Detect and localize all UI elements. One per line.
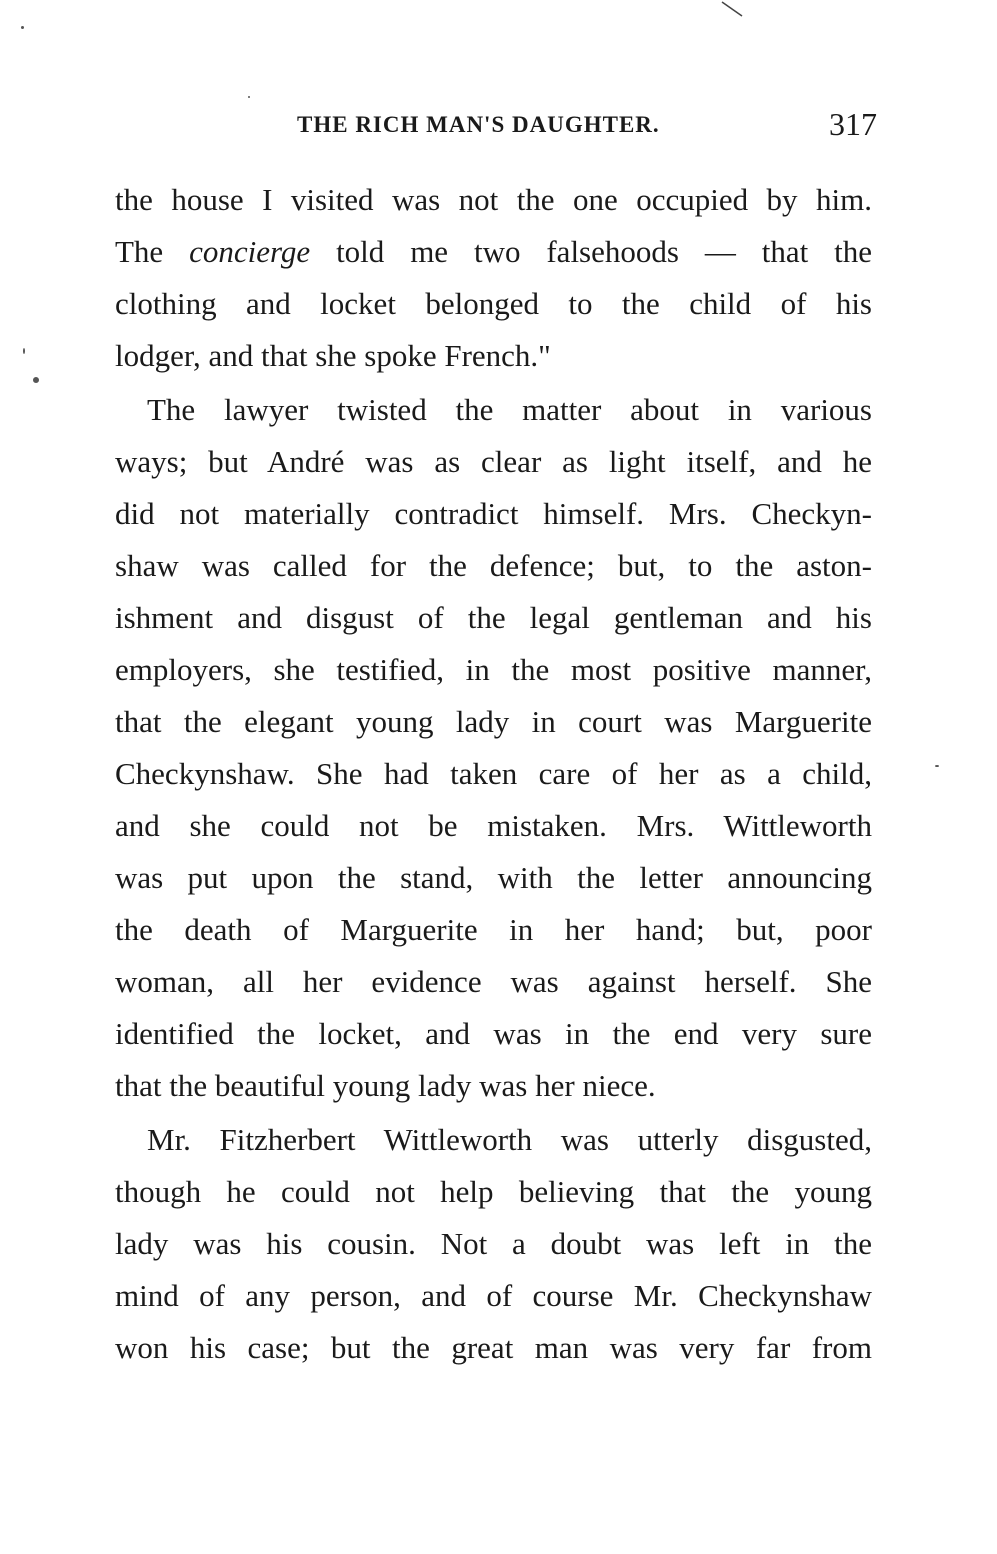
- text-line: did not materially contradict himself. Mrs. Checkyn-: [115, 496, 872, 531]
- italic-term: concierge: [189, 234, 311, 269]
- text-line: that the beautiful young lady was her niece.: [115, 1068, 656, 1103]
- text-line: ways; but André was as clear as light itself, and he: [115, 444, 872, 479]
- text-line: won his case; but the great man was very far from: [115, 1330, 872, 1365]
- text-line: the house I visited was not the one occupied by him.: [115, 182, 872, 217]
- running-head: [115, 106, 877, 146]
- running-title: THE RICH MAN'S DAUGHTER.: [297, 112, 660, 137]
- text-line: employers, she testified, in the most positive manner,: [115, 652, 872, 687]
- text-line: that the elegant young lady in court was Marguerite: [115, 704, 872, 739]
- text-line: and she could not be mistaken. Mrs. Wittleworth: [115, 808, 872, 843]
- text-line: ishment and disgust of the legal gentleman and his: [115, 600, 872, 635]
- scan-speck: [33, 377, 39, 383]
- text-line: Mr. Fitzherbert Wittleworth was utterly disgusted,: [147, 1122, 872, 1157]
- text-line: shaw was called for the defence; but, to the aston-: [115, 548, 872, 583]
- scan-speck: [248, 96, 250, 98]
- text-line: clothing and locket belonged to the child of his: [115, 286, 872, 321]
- text-line: lodger, and that she spoke French.": [115, 338, 551, 373]
- text-line: mind of any person, and of course Mr. Checkynshaw: [115, 1278, 872, 1313]
- scan-speck: [21, 26, 24, 29]
- text-line: Checkynshaw. She had taken care of her as a child,: [115, 756, 872, 791]
- scan-speck: [23, 348, 25, 354]
- text-line: identified the locket, and was in the end very sure: [115, 1016, 872, 1051]
- scan-scratch: [720, 0, 750, 20]
- text-line: was put upon the stand, with the letter announcing: [115, 860, 872, 895]
- scan-speck: [935, 765, 939, 767]
- text-line: lady was his cousin. Not a doubt was left in the: [115, 1226, 872, 1261]
- text-span: told me two falsehoods — that the: [310, 234, 872, 269]
- text-line: woman, all her evidence was against herself. She: [115, 964, 872, 999]
- text-line: [115, 234, 872, 274]
- text-line: The lawyer twisted the matter about in various: [147, 392, 872, 427]
- page-number: 317: [829, 106, 877, 142]
- text-line: the death of Marguerite in her hand; but, poor: [115, 912, 872, 947]
- text-span: The: [115, 234, 190, 269]
- text-line: though he could not help believing that the young: [115, 1174, 872, 1209]
